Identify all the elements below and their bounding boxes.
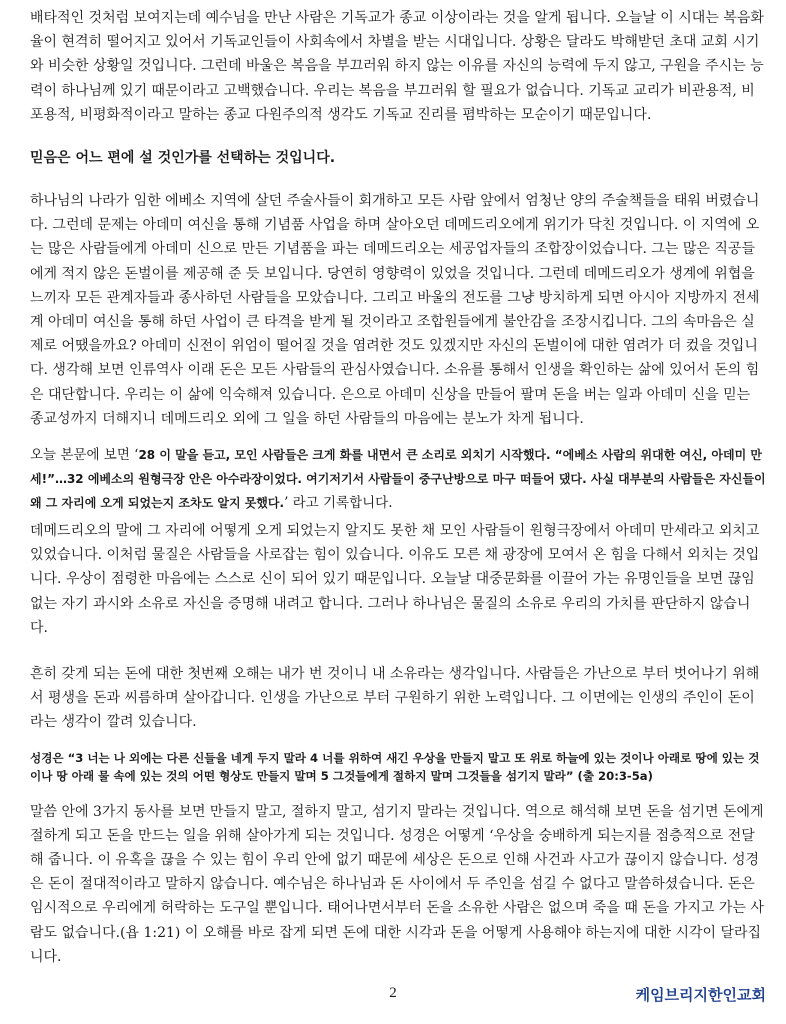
paragraph-three-verbs: 말씀 안에 3가지 동사를 보면 만들지 말고, 절하지 말고, 섬기지 말라는 것입니다. 역으로 해석해 보면 돈을 섬기면 돈에게 절하게 되고 돈을 만드는 일을 위해 살아가게 되는 것입니다. 성경은 어떻게 ‘우상을 숭배하게 되는지를 점층적으로 전달해 줍니다. 이 유혹을 끊을 수 있는 힘이 우리 안에 없기 때문에 세상은 돈으로 인해 사건과 사고가 끊이지 않습니다. 성경은 돈이 절대적이라고 말하지 않습니다. 예수님은 하나님과 돈 사이에서 두 주인을 섬길 수 없다고 말씀하셨습니다. 돈은 임시적으로 우리에게 허락하는 도구일 뿐입니다. 태어나면서부터 돈을 소유한 사람은 없으며 죽을 때 돈을 가지고 가는 사람도 없습니다.(욥 1:21) 이 오해를 바로 잡게 되면 돈에 대한 시각과 돈을 어떻게 사용해야 하는지에 대한 시각이 달라집니다. — [30, 803, 764, 965]
document-page — [30, 6, 768, 969]
scripture-outro: ’ 라고 기록합니다. — [284, 495, 393, 512]
church-name-footer: 케임브리지한인교회 — [635, 986, 766, 1004]
paragraph-demetrius: 데메드리오의 말에 그 자리에 어떻게 오게 되었는지 알지도 못한 채 모인 사람들이 원형극장에서 아데미 만세라고 외치고 있었습니다. 이처럼 물질은 사람들을 사로잡는 힘이 있습니다. 이유도 모른 채 광장에 모여서 온 힘을 다해서 외치는 것입니다. 우상이 점령한 마음에는 스스로 신이 되어 있기 때문입니다. 오늘날 대중문화를 이끌어 가는 유명인들을 보면 끊임없는 자기 과시와 소유로 자신을 증명해 내려고 합니다. 그러나 하나님은 물질의 소유로 우리의 가치를 판단하지 않습니다. — [30, 523, 760, 636]
paragraph-first-misunderstanding: 흔히 갖게 되는 돈에 대한 첫번째 오해는 내가 번 것이니 내 소유라는 생각입니다. 사람들은 가난으로 부터 벗어나기 위해서 평생을 돈과 씨름하며 살아갑니다. 인생을 가난으로 부터 구원하기 위한 노력입니다. 그 이면에는 인생의 주인이 돈이라는 생각이 깔려 있습니다. — [30, 666, 760, 731]
page-number: 2 — [389, 985, 397, 1001]
paragraph-intro: 배타적인 것처럼 보여지는데 예수님을 만난 사람은 기독교가 종교 이상이라는 것을 알게 됩니다. 오늘날 이 시대는 복음화율이 현격히 떨어지고 있어서 기독교인들이 사회속에서 차별을 받는 시대입니다. 상황은 달라도 박해받던 초대 교회 시기와 비슷한 상황일 것입니다. 그런데 바울은 복음을 부끄러워 하지 않는 이유를 자신의 능력에 두지 않고, 구원을 주시는 능력이 하나님께 있기 때문이라고 고백했습니다. 우리는 복음을 부끄러워 할 필요가 없습니다. 기독교 교리가 비관용적, 비포용적, 비평화적이라고 말하는 종교 다원주의적 생각도 기독교 진리를 폄박하는 모순이기 때문입니다. — [30, 10, 764, 123]
scripture-quote-acts: 28 이 말을 듣고, 모인 사람들은 크게 화를 내면서 큰 소리로 외치기 시작했다. “에베소 사람의 위대한 여신, 아데미 만세!”…32 에베소의 원형극장 안은 아수라장이었다. 여기저기서 사람들이 중구난방으로 마구 떠들어 댔다. 사실 대부분의 사람들은 자신들이 왜 그 자리에 오게 되었는지 조차도 알지 못했다. — [30, 448, 766, 511]
scripture-intro: 오늘 본문에 보면 ‘ — [30, 447, 139, 464]
paragraph-ephesus: 하나님의 나라가 임한 에베소 지역에 살던 주술사들이 회개하고 모든 사람 앞에서 엄청난 양의 주술책들을 태워 버렸습니다. 그런데 문제는 아데미 여신을 통해 기념품 사업을 하며 살아오던 데메드리오에게 위기가 닥친 것입니다. 이 지역에 오는 많은 사람들에게 아데미 신으로 만든 기념품을 파는 데메드리오는 세공업자들의 조합장이었습니다. 그는 많은 직공들에게 적지 않은 돈벌이를 제공해 준 듯 보입니다. 당연히 영향력이 있었을 것입니다. 그런데 데메드리오가 생계에 위협을 느끼자 모든 관계자들과 종사하던 사람들을 모았습니다. 그리고 바울의 전도를 그냥 방치하게 되면 아시아 지방까지 전세계 아데미 여신을 통해 하던 사업이 큰 타격을 받게 될 것이라고 조합원들에게 불안감을 조장시킵니다. 그의 속마음은 실제로 어땠을까요? 아데미 신전이 위엄이 떨어질 것을 염려한 것도 있겠지만 자신의 돈벌이에 대한 염려가 더 컸을 것입니다. 생각해 보면 인류역사 이래 돈은 모든 사람들의 관심사였습니다. 소유를 통해서 인생을 확인하는 삶에 있어서 돈의 힘은 대단합니다. 우리는 이 삶에 익숙해져 있습니다. 은으로 아데미 신상을 만들어 팔며 돈을 버는 일과 아데미 신을 믿는 종교성까지 더해지니 데메드리오 외에 그 일을 하던 사람들의 마음에는 분노가 차게 됩니다. — [30, 193, 760, 427]
scripture-quote-exodus: 성경은 “3 너는 나 외에는 다른 신들을 네게 두지 말라 4 너를 위하여 새긴 우상을 만들지 말고 또 위로 하늘에 있는 것이나 아래로 땅에 있는 것이나 땅 아래 물 속에 있는 것의 어떤 형상도 만들지 말며 5 그것들에게 절하지 말며 그것들을 섬기지 말라” (출 20:3-5a) — [30, 750, 760, 784]
paragraph-scripture-context — [30, 443, 768, 515]
section-heading: 믿음은 어느 편에 설 것인가를 선택하는 것입니다. — [30, 150, 336, 167]
